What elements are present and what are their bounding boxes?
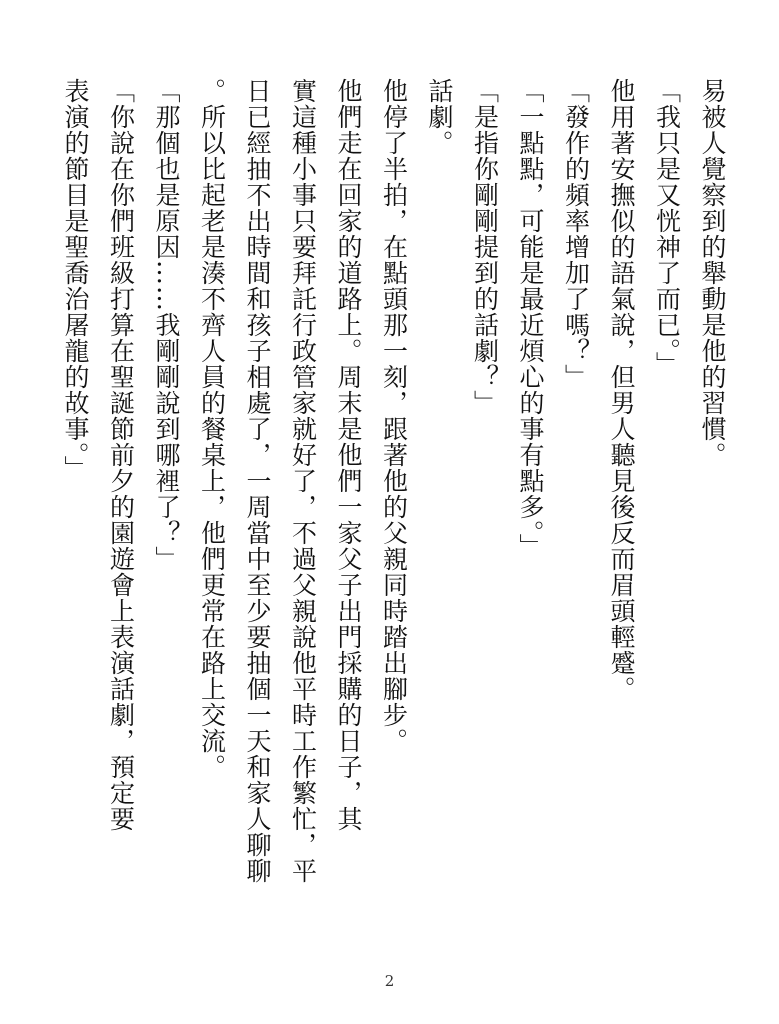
text-line-7: 話劇。 <box>425 78 454 156</box>
text-line-14: 「你說在你們班級打算在聖誕節前夕的園遊會上表演話劇，預定要 <box>106 78 136 832</box>
page-number: 2 <box>384 972 395 990</box>
text-line-1: 易被人覺察到的舉動是他的習慣。 <box>698 78 727 468</box>
text-line-3: 他用著安撫似的語氣說，但男人聽見後反而眉頭輕蹙。 <box>607 78 636 702</box>
text-line-9: 他們走在回家的道路上。周末是他們一家父子出門採購的日子，其 <box>334 78 363 832</box>
text-line-8: 他停了半拍，在點頭那一刻，跟著他的父親同時踏出腳步。 <box>379 78 409 754</box>
text-line-11: 日已經抽不出時間和孩子相處了，一周當中至少要抽個一天和家人聊聊 <box>243 78 272 884</box>
text-line-12: 。所以比起老是湊不齊人員的餐桌上，他們更常在路上交流。 <box>197 78 227 780</box>
text-line-6: 「是指你剛剛提到的話劇？」 <box>470 78 500 416</box>
text-line-10: 實這種小事只要拜託行政管家就好了，不過父親說他平時工作繁忙，平 <box>288 78 318 884</box>
text-line-15: 表演的節目是聖喬治屠龍的故事。」 <box>61 78 90 482</box>
vertical-text-body <box>53 78 736 958</box>
text-line-4: 「發作的頻率增加了嗎？」 <box>561 78 591 390</box>
text-line-13: 「那個也是原因……我剛剛說到哪裡了？」 <box>152 78 181 572</box>
text-line-2: 「我只是又恍神了而已。」 <box>652 78 682 378</box>
text-line-5: 「一點點，可能是最近煩心的事有點多。」 <box>516 78 545 560</box>
